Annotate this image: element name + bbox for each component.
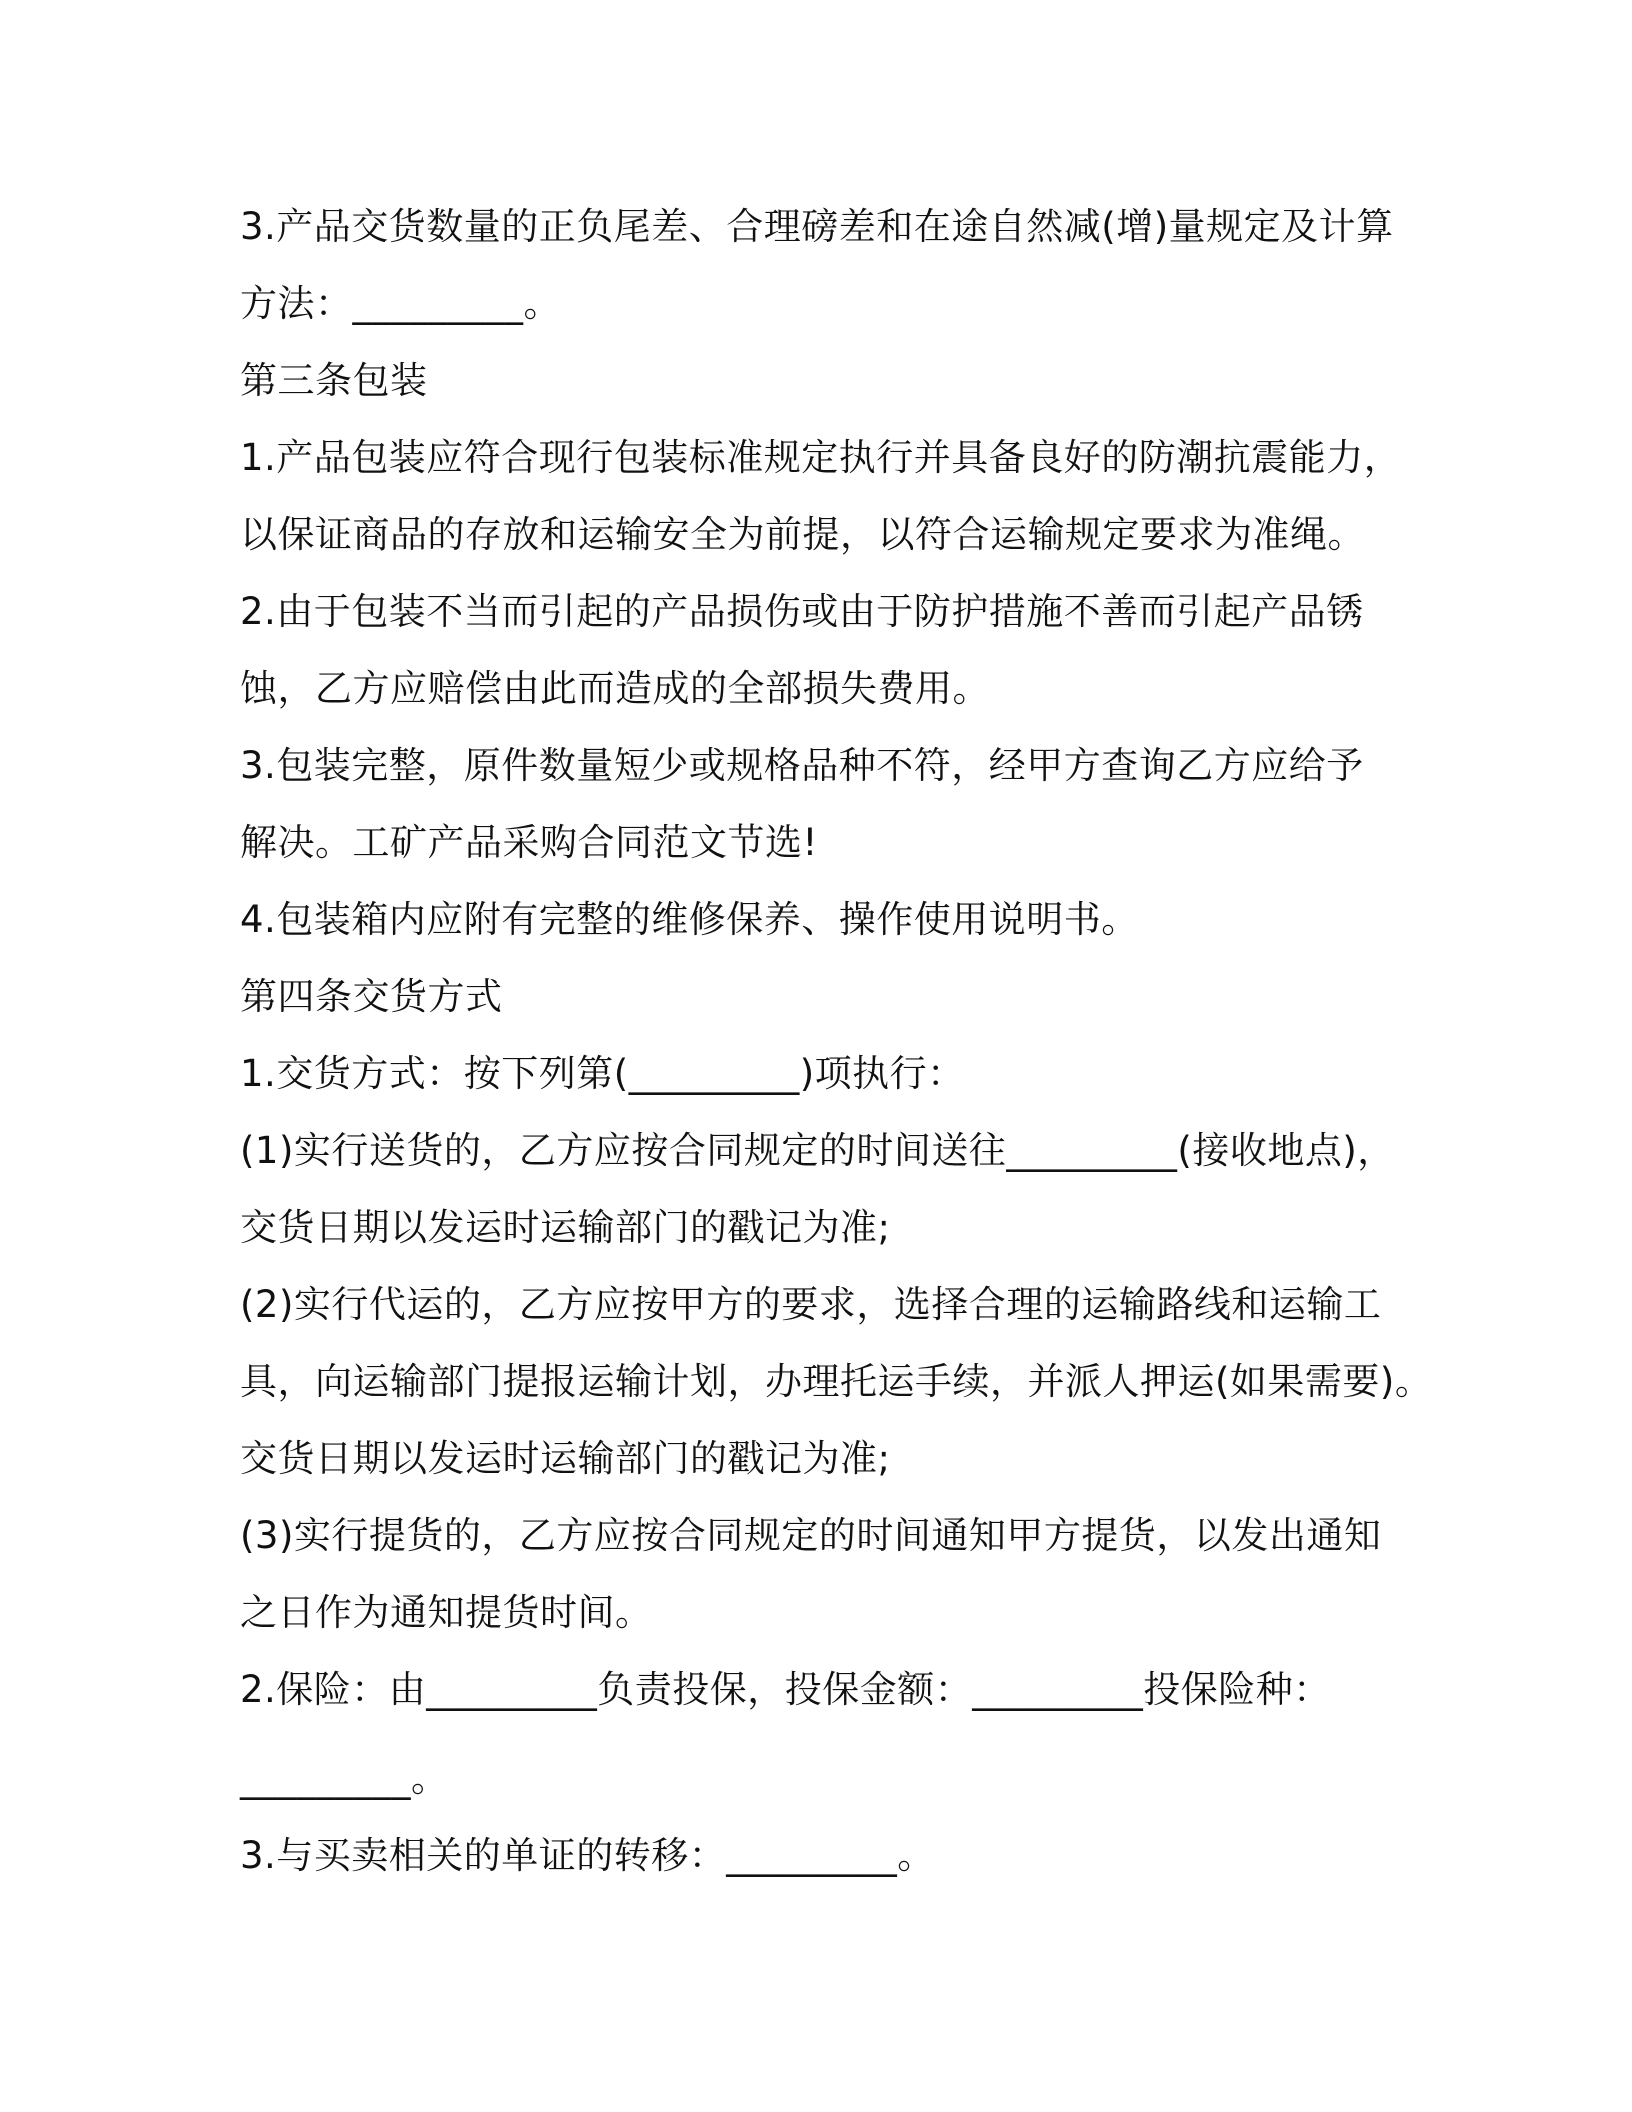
text-line: 以保证商品的存放和运输安全为前提，以符合运输规定要求为准绳。 [240,513,1365,556]
text-line: 解决。工矿产品采购合同范文节选! [240,821,818,864]
text-line: 交货日期以发运时运输部门的戳记为准; [240,1437,891,1480]
text-line: 1.产品包装应符合现行包装标准规定执行并具备良好的防潮抗震能力， [240,436,1402,479]
section-heading: 第四条交货方式 [240,975,503,1018]
text-line: 交货日期以发运时运输部门的戳记为准; [240,1206,891,1249]
text-line: 方法：_________。 [240,282,561,325]
text-line: 之日作为通知提货时间。 [240,1591,653,1634]
text-line: 3.产品交货数量的正负尾差、合理磅差和在途自然减(增)量规定及计算 [240,205,1394,248]
text-line: _________。 [240,1757,449,1800]
section-heading: 第三条包装 [240,359,428,402]
document-body [240,188,1433,1894]
text-line: 1.交货方式：按下列第(_________)项执行： [240,1052,965,1095]
text-line: (3)实行提货的，乙方应按合同规定的时间通知甲方提货，以发出通知 [240,1514,1382,1557]
text-line: 2.保险：由_________负责投保，投保金额：_________投保险种： [240,1668,1331,1711]
text-line: 2.由于包装不当而引起的产品损伤或由于防护措施不善而引起产品锈 [240,590,1364,633]
text-line: 蚀，乙方应赔偿由此而造成的全部损失费用。 [240,667,990,710]
text-line: 具，向运输部门提报运输计划，办理托运手续，并派人押运(如果需要)。 [240,1360,1433,1403]
text-line: (1)实行送货的，乙方应按合同规定的时间送往_________(接收地点)， [240,1129,1395,1172]
text-line: 3.与买卖相关的单证的转移：_________。 [240,1834,935,1877]
text-line: (2)实行代运的，乙方应按甲方的要求，选择合理的运输路线和运输工 [240,1283,1382,1326]
text-line: 4.包装箱内应附有完整的维修保养、操作使用说明书。 [240,898,1139,941]
text-line: 3.包装完整，原件数量短少或规格品种不符，经甲方查询乙方应给予 [240,744,1364,787]
